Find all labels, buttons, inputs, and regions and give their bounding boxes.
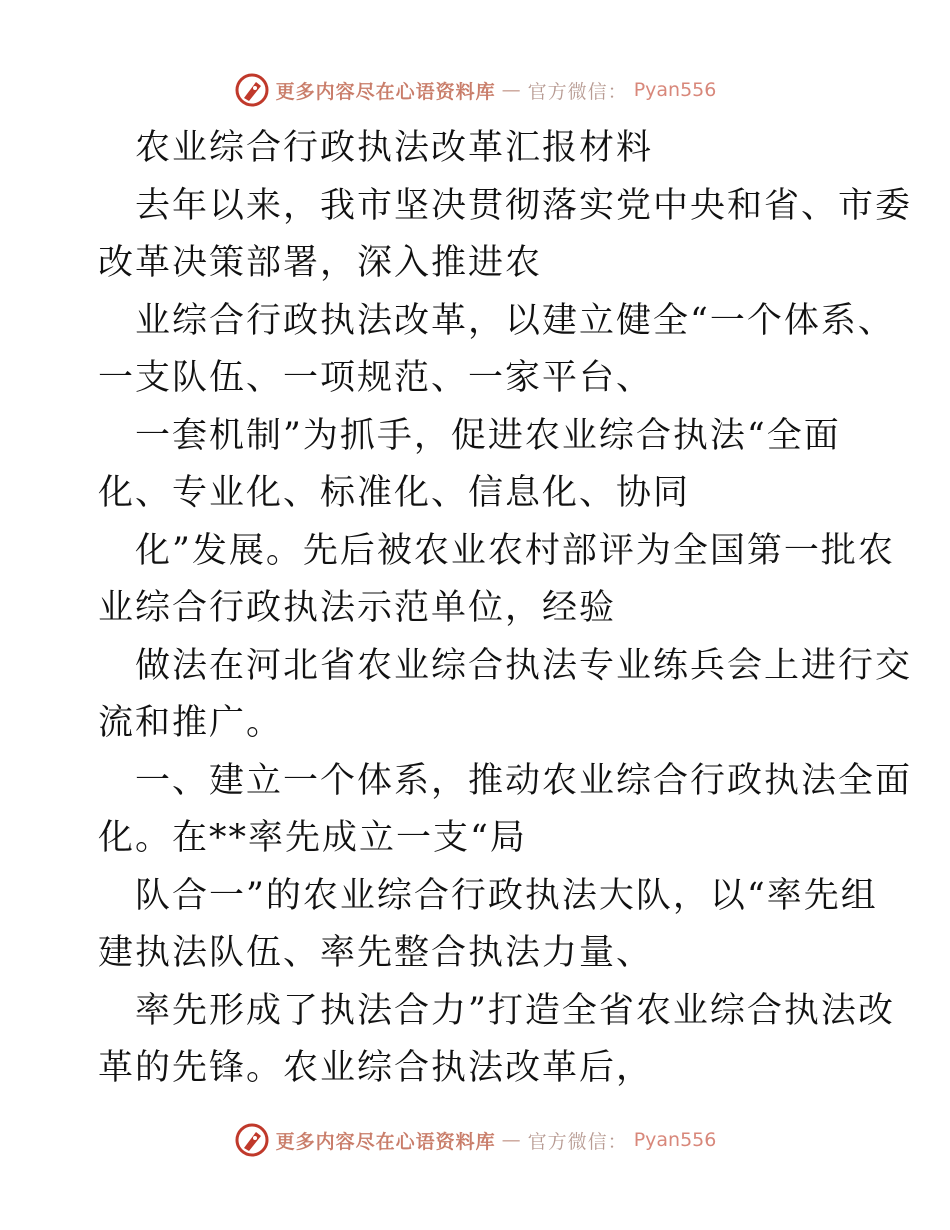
watermark-wechat-id: Pyan556 <box>633 1129 717 1151</box>
watermark-wechat-id: Pyan556 <box>633 79 717 101</box>
pen-nib-logo-icon <box>234 1122 270 1158</box>
watermark-dash: — <box>501 79 522 101</box>
watermark-label: 官方微信： <box>527 1130 628 1153</box>
watermark-dash: — <box>501 1129 522 1151</box>
footer-watermark <box>0 1120 950 1160</box>
pen-nib-logo-icon <box>234 72 270 108</box>
paragraph-line: 做法在河北省农业综合执法专业练兵会上进行交 <box>135 645 913 686</box>
paragraph-line: 化。在**率先成立一支“局 <box>98 818 527 858</box>
paragraph-line: 建执法队伍、率先整合执法力量、 <box>98 933 654 973</box>
section-heading-line: 一、建立一个体系，推动农业综合行政执法全面 <box>135 760 913 801</box>
paragraph-line: 队合一”的农业综合行政执法大队，以“率先组 <box>135 875 878 916</box>
document-title: 农业综合行政执法改革汇报材料 <box>135 128 654 168</box>
paragraph-line: 一套机制”为抓手，促进农业综合执法“全面 <box>135 415 841 456</box>
paragraph-line: 率先形成了执法合力”打造全省农业综合执法改 <box>135 990 895 1031</box>
paragraph-line: 业综合行政执法改革，以建立健全“一个体系、 <box>135 300 895 341</box>
paragraph-line: 流和推广。 <box>98 703 284 743</box>
watermark-main-text: 更多内容尽在心语资料库 <box>275 1130 496 1153</box>
watermark-label: 官方微信： <box>527 80 628 103</box>
paragraph-line: 化、专业化、标准化、信息化、协同 <box>98 473 691 513</box>
paragraph-line: 业综合行政执法示范单位，经验 <box>98 588 617 628</box>
paragraph-line: 革的先锋。农业综合执法改革后， <box>98 1048 654 1088</box>
document-body <box>98 120 913 1098</box>
header-watermark <box>0 70 950 110</box>
paragraph-line: 去年以来，我市坚决贯彻落实党中央和省、市委 <box>135 185 913 226</box>
paragraph-line: 改革决策部署，深入推进农 <box>98 243 543 283</box>
watermark-main-text: 更多内容尽在心语资料库 <box>275 80 496 103</box>
paragraph-line: 化”发展。先后被农业农村部评为全国第一批农 <box>135 530 895 571</box>
paragraph-line: 一支队伍、一项规范、一家平台、 <box>98 358 654 398</box>
